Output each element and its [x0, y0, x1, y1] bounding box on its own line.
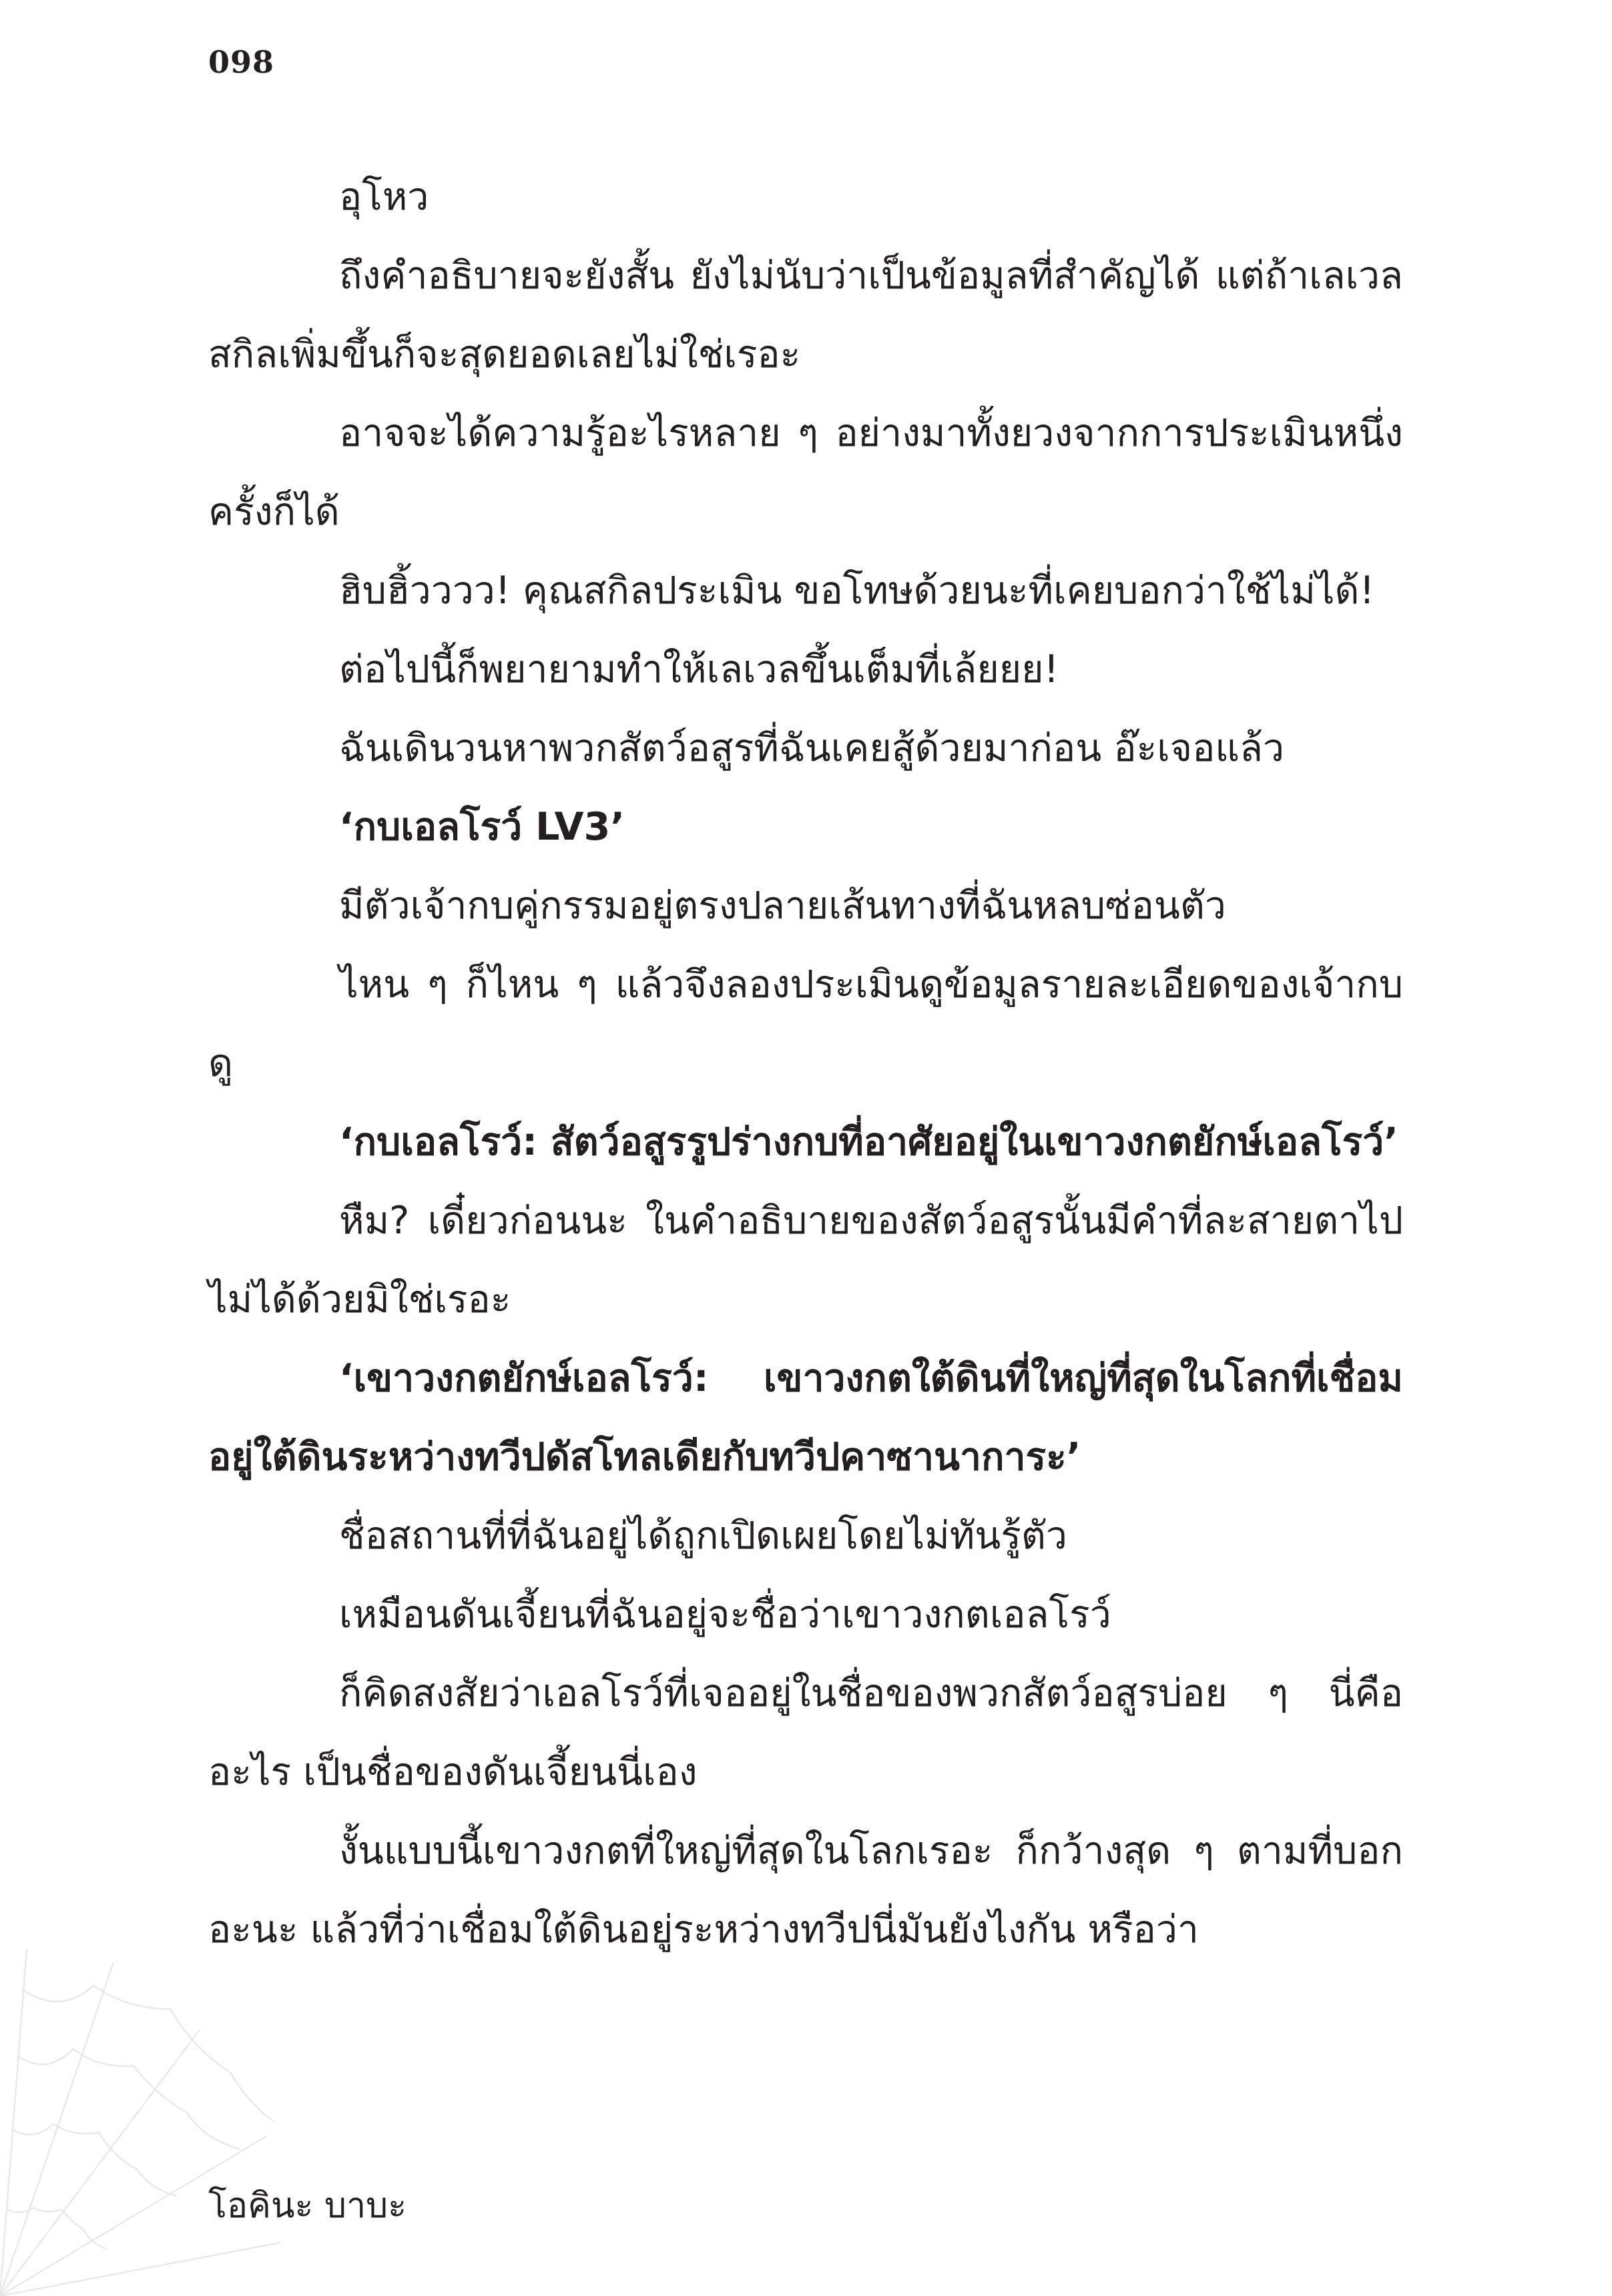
- bold-paragraph: ‘กบเอลโรว์: สัตว์อสูรรูปร่างกบที่อาศัยอยู่ในเขาวงกตยักษ์เอลโรว์’: [339, 1120, 1398, 1164]
- page-number: 098: [208, 44, 275, 80]
- paragraph: ไหน ๆ ก็ไหน ๆ แล้วจึงลองประเมินดูข้อมูลรายละเอียดของเจ้ากบดู: [208, 962, 1403, 1085]
- paragraph: ต่อไปนี้ก็พยายามทำให้เลเวลขึ้นเต็มที่เล้ยยย!: [339, 647, 1059, 691]
- paragraph: มีตัวเจ้ากบคู่กรรมอยู่ตรงปลายเส้นทางที่ฉันหลบซ่อนตัว: [339, 884, 1226, 928]
- paragraph: อาจจะได้ความรู้อะไรหลาย ๆ อย่างมาทั้งยวงจากการประเมินหนึ่งครั้งก็ได้: [208, 411, 1403, 534]
- paragraph: เหมือนดันเจี้ยนที่ฉันอยู่จะชื่อว่าเขาวงกตเอลโรว์: [339, 1593, 1111, 1637]
- bold-paragraph: ‘กบเอลโรว์ LV3’: [339, 805, 625, 849]
- paragraph: ฉันเดินวนหาพวกสัตว์อสูรที่ฉันเคยสู้ด้วยมาก่อน อ๊ะเจอแล้ว: [339, 726, 1284, 770]
- body-text: [208, 158, 1403, 1969]
- paragraph: ก็คิดสงสัยว่าเอลโรว์ที่เจออยู่ในชื่อของพวกสัตว์อสูรบ่อย ๆ นี่คืออะไร เป็นชื่อของดันเจี้ยนนี่เอง: [208, 1671, 1403, 1794]
- spider-web-decoration: [0, 1949, 280, 2296]
- paragraph: ฮิบฮิ้วววว! คุณสกิลประเมิน ขอโทษด้วยนะที่เคยบอกว่าใช้ไม่ได้!: [339, 569, 1375, 613]
- paragraph: ถึงคำอธิบายจะยังสั้น ยังไม่นับว่าเป็นข้อมูลที่สำคัญได้ แต่ถ้าเลเวลสกิลเพิ่มขึ้นก็จะสุดยอดเลยไม่ใช่เรอะ: [208, 254, 1403, 376]
- bold-paragraph: ‘เขาวงกตยักษ์เอลโรว์: เขาวงกตใต้ดินที่ใหญ่ที่สุดในโลกที่เชื่อมอยู่ใต้ดินระหว่างทวีปดัสโทลเดียกับทวีปคาซานาการะ’: [208, 1356, 1403, 1479]
- paragraph: งั้นแบบนี้เขาวงกตที่ใหญ่ที่สุดในโลกเรอะ ก็กว้างสุด ๆ ตามที่บอกอะนะ แล้วที่ว่าเชื่อมใต้ดินอยู่ระหว่างทวีปนี่มันยังไงกัน หรือว่า: [208, 1829, 1403, 1952]
- paragraph: ชื่อสถานที่ที่ฉันอยู่ได้ถูกเปิดเผยโดยไม่ทันรู้ตัว: [339, 1514, 1067, 1558]
- paragraph: หืม? เดี๋ยวก่อนนะ ในคำอธิบายของสัตว์อสูรนั้นมีคำที่ละสายตาไปไม่ได้ด้วยมิใช่เรอะ: [208, 1199, 1403, 1322]
- paragraph: อุโหว: [339, 175, 429, 219]
- footer-author: โอคินะ บาบะ: [208, 2186, 407, 2226]
